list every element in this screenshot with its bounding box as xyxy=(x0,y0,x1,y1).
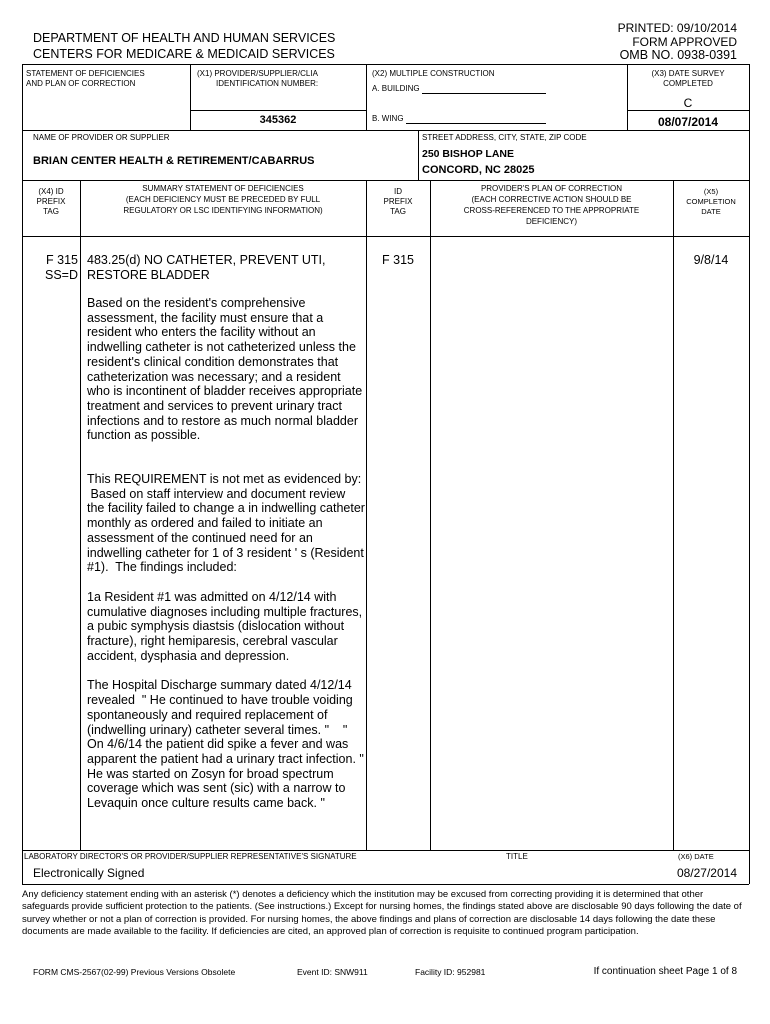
street-address: 250 BISHOP LANE xyxy=(422,148,515,160)
col-x4-3: TAG xyxy=(43,207,59,216)
wing-blank xyxy=(406,114,546,124)
x3-label-2: COMPLETED xyxy=(663,79,713,88)
x3-label-1: (X3) DATE SURVEY xyxy=(651,69,725,78)
plan-tag: F 315 xyxy=(382,253,414,267)
disclaimer: Any deficiency statement ending with an asterisk (*) denotes a deficiency which the institution may be excused from correcting providing it is determined that other safeguards provide sufficient protection to the patients. (See instructions.) Except for nursing homes, the findings stated above are disclosable 90 days following the date of survey whether or not a plan of correction is provided. For nursing homes, the above findings and plans of correction are disclosable 14 days following the date these documents are made available to the facility. If deficiencies are cited, an approved plan of correction is requisite to continued program participation. xyxy=(22,889,742,937)
col-x5-1: (X5) xyxy=(703,187,719,196)
col-x5-3: DATE xyxy=(701,207,721,216)
paragraph-requirement: This REQUIREMENT is not met as evidenced by: xyxy=(87,472,362,487)
rule-x3-value xyxy=(627,110,749,111)
form-number: FORM CMS-2567(02-99) Previous Versions Obsolete xyxy=(33,967,236,977)
provider-name-label: NAME OF PROVIDER OR SUPPLIER xyxy=(33,133,170,142)
col-summary-1: SUMMARY STATEMENT OF DEFICIENCIES xyxy=(142,184,304,193)
x1-label-2: IDENTIFICATION NUMBER: xyxy=(216,79,319,88)
deficiency-title-1: 483.25(d) NO CATHETER, PREVENT UTI, xyxy=(87,253,326,267)
printed-date: PRINTED: 09/10/2014 xyxy=(617,21,737,35)
rule-v-prefix xyxy=(80,180,81,850)
paragraph-findings-intro: Based on staff interview and document review the facility failed to change a in indwelling catheter monthly as ordered and failed to initiate an assessment of the continued need for an indwelling catheter for 1 of 3 resident ' s (Resident #1). The findings included: xyxy=(87,486,369,575)
rule-provider xyxy=(22,130,749,131)
title-label: TITLE xyxy=(506,852,528,861)
x2-label: (X2) MULTIPLE CONSTRUCTION xyxy=(372,69,495,78)
signature-value: Electronically Signed xyxy=(33,866,145,880)
border-right xyxy=(749,64,750,884)
building-blank xyxy=(422,84,546,94)
col-id-3: TAG xyxy=(390,207,406,216)
deficiency-title-2: RESTORE BLADDER xyxy=(87,268,210,282)
rule-columns xyxy=(22,180,749,181)
event-id: Event ID: SNW911 xyxy=(297,967,368,977)
rule-v-summary xyxy=(366,180,367,850)
rule-body xyxy=(22,236,749,237)
form-approved: FORM APPROVED xyxy=(632,35,737,49)
rule-top xyxy=(22,64,749,65)
survey-date: 08/07/2014 xyxy=(657,115,719,129)
page-indicator: If continuation sheet Page 1 of 8 xyxy=(593,966,737,977)
rule-bottom xyxy=(22,884,749,885)
building-label: A. BUILDING xyxy=(372,84,420,93)
x2-wing-row xyxy=(372,114,546,124)
rule-v-address xyxy=(418,130,419,180)
col-plan-3: CROSS-REFERENCED TO THE APPROPRIATE xyxy=(463,206,640,215)
paragraph-regulation: Based on the resident's comprehensive assessment, the facility must ensure that a resident who enters the facility without an indwelling catheter is not catheterized unless the resident's clinical condition demonstrates that catheterization was necessary; and a resident who is incontinent of bladder receives appropriate treatment and services to prevent urinary tract infections and to restore as much normal bladder function as possible. xyxy=(87,296,363,443)
col-plan-2: (EACH CORRECTIVE ACTION SHOULD BE xyxy=(471,195,632,204)
rule-v-x2 xyxy=(366,64,367,130)
omb-number: OMB NO. 0938-0391 xyxy=(619,48,737,62)
deficiency-tag: F 315 xyxy=(46,253,78,267)
col-plan-1: PROVIDER'S PLAN OF CORRECTION xyxy=(480,184,623,193)
paragraph-resident-admission: 1a Resident #1 was admitted on 4/12/14 with cumulative diagnoses including multiple fractures, a pubic symphysis diastsis (dislocation without fracture), right hemiparesis, cerebral vascular accident, dysphasia and depression. xyxy=(87,589,363,663)
facility-id: Facility ID: 952981 xyxy=(415,967,486,977)
col-id-1: ID xyxy=(394,187,402,196)
col-id-2: PREFIX xyxy=(383,197,413,206)
rule-v-plan xyxy=(673,180,674,850)
agency-name: DEPARTMENT OF HEALTH AND HUMAN SERVICES xyxy=(33,31,336,45)
col-plan-4: DEFICIENCY) xyxy=(525,217,578,226)
provider-name: BRIAN CENTER HEALTH & RETIREMENT/CABARRUS xyxy=(33,155,315,167)
deficiency-narrative xyxy=(87,296,369,826)
severity-code: SS=D xyxy=(44,268,78,282)
col-summary-2: (EACH DEFICIENCY MUST BE PRECEDED BY FULL xyxy=(125,195,321,204)
city-state-zip: CONCORD, NC 28025 xyxy=(422,164,535,176)
col-x4-2: PREFIX xyxy=(36,197,66,206)
provider-id: 345362 xyxy=(259,114,297,126)
rule-v-id xyxy=(430,180,431,850)
wing-label: B. WING xyxy=(372,114,404,123)
x1-label-1: (X1) PROVIDER/SUPPLIER/CLIA xyxy=(197,69,318,78)
address-label: STREET ADDRESS, CITY, STATE, ZIP CODE xyxy=(422,133,587,142)
statement-label-2: AND PLAN OF CORRECTION xyxy=(26,79,136,88)
rule-signature xyxy=(22,850,749,851)
signature-date: 08/27/2014 xyxy=(676,866,737,880)
survey-code: C xyxy=(683,96,693,110)
completion-date: 9/8/14 xyxy=(693,253,729,267)
signature-label: LABORATORY DIRECTOR'S OR PROVIDER/SUPPLIER REPRESENTATIVE'S SIGNATURE xyxy=(24,852,357,861)
rule-x1-value xyxy=(190,110,366,111)
agency-subname: CENTERS FOR MEDICARE & MEDICAID SERVICES xyxy=(33,47,335,61)
paragraph-discharge-summary: The Hospital Discharge summary dated 4/12/14 revealed " He continued to have trouble voiding spontaneously and required replacement of (indwelling urinary) catheter several times. " " On 4/6/14 the patient did spike a fever and was apparent the patient had a urinary tract infection. " He was started on Zosyn for broad spectrum coverage which was sent (sic) with a narrow to Levaquin once culture results came back. " xyxy=(87,678,368,811)
col-x5-2: COMPLETION xyxy=(686,197,736,206)
statement-label-1: STATEMENT OF DEFICIENCIES xyxy=(26,69,145,78)
col-x4-1: (X4) ID xyxy=(38,187,64,196)
date-label: (X6) DATE xyxy=(678,852,714,861)
col-summary-3: REGULATORY OR LSC IDENTIFYING INFORMATION) xyxy=(123,206,323,215)
x2-building-row xyxy=(372,84,546,94)
